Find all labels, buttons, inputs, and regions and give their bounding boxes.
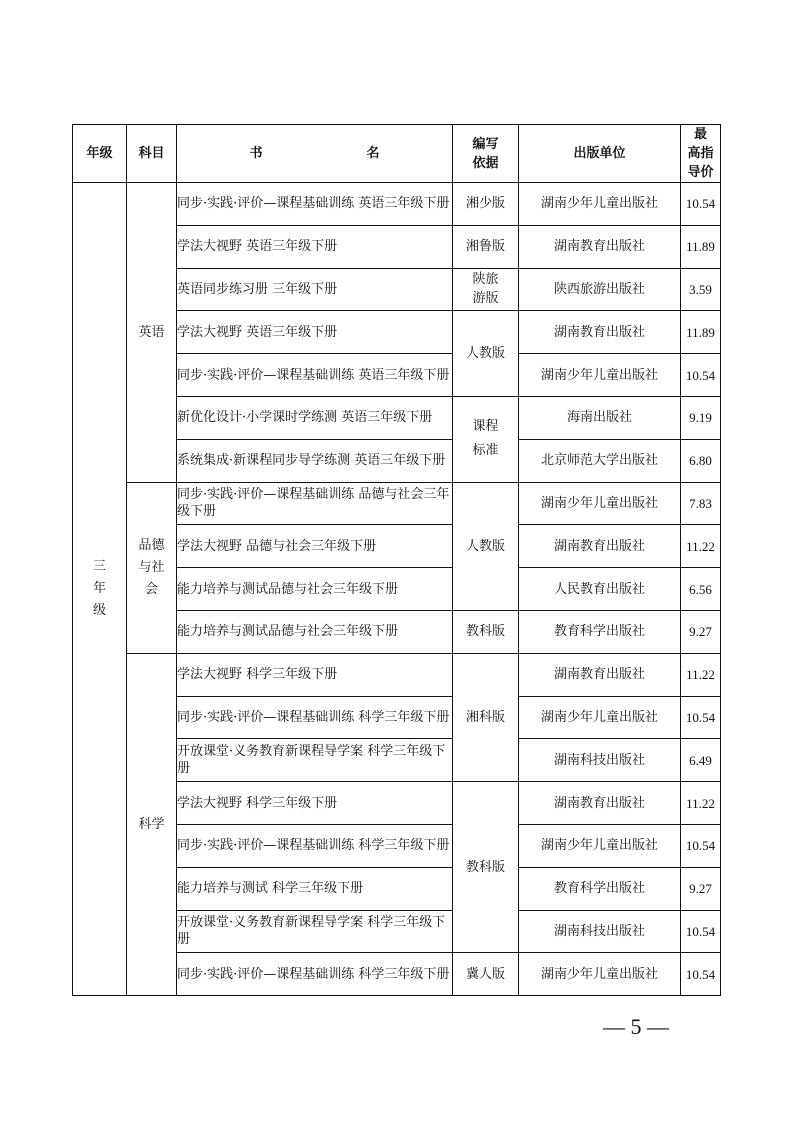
book-title: 同步·实践·评价—课程基础训练 英语三年级下册	[177, 354, 453, 397]
publisher-cell: 湖南科技出版社	[519, 739, 681, 782]
book-title: 同步·实践·评价—课程基础训练 品德与社会三年级下册	[177, 482, 453, 525]
edition-cell: 教科版	[453, 782, 519, 953]
price-cell: 6.49	[681, 739, 721, 782]
edition-cell: 人教版	[453, 311, 519, 397]
header-price: 最 高指导价	[681, 125, 721, 183]
header-title: 书 名	[177, 125, 453, 183]
edition-cell: 教科版	[453, 610, 519, 653]
subject-english: 英语	[127, 183, 177, 483]
publisher-cell: 湖南少年儿童出版社	[519, 183, 681, 226]
book-title: 开放课堂·义务教育新课程导学案 科学三年级下册	[177, 739, 453, 782]
edition-cell: 湘科版	[453, 653, 519, 781]
header-subject: 科目	[127, 125, 177, 183]
price-cell: 10.54	[681, 183, 721, 226]
edition-cell: 冀人版	[453, 953, 519, 996]
publisher-cell: 北京师范大学出版社	[519, 439, 681, 482]
grade-cell: 三年级	[73, 183, 127, 996]
publisher-cell: 湖南教育出版社	[519, 525, 681, 568]
edition-cell: 人教版	[453, 482, 519, 610]
publisher-cell: 湖南少年儿童出版社	[519, 354, 681, 397]
book-title: 同步·实践·评价—课程基础训练 科学三年级下册	[177, 953, 453, 996]
price-cell: 10.54	[681, 910, 721, 953]
price-cell: 11.89	[681, 225, 721, 268]
edition-cell: 湘少版	[453, 183, 519, 226]
price-cell: 9.27	[681, 610, 721, 653]
book-title: 新优化设计·小学课时学练测 英语三年级下册	[177, 396, 453, 439]
textbook-price-table	[72, 124, 721, 996]
price-cell: 10.54	[681, 696, 721, 739]
header-publisher: 出版单位	[519, 125, 681, 183]
page-number: — 5 —	[603, 1014, 669, 1039]
price-cell: 9.19	[681, 396, 721, 439]
edition-cell: 课程标准	[453, 396, 519, 482]
publisher-cell: 人民教育出版社	[519, 568, 681, 611]
book-title: 开放课堂·义务教育新课程导学案 科学三年级下册	[177, 910, 453, 953]
book-title: 同步·实践·评价—课程基础训练 科学三年级下册	[177, 824, 453, 867]
publisher-cell: 湖南教育出版社	[519, 782, 681, 825]
edition-cell: 陕旅游版	[453, 268, 519, 311]
book-title: 学法大视野 科学三年级下册	[177, 782, 453, 825]
book-title: 学法大视野 英语三年级下册	[177, 311, 453, 354]
table-row	[73, 183, 721, 226]
header-basis: 编写依据	[453, 125, 519, 183]
publisher-cell: 湖南科技出版社	[519, 910, 681, 953]
publisher-cell: 湖南少年儿童出版社	[519, 482, 681, 525]
table-row	[73, 653, 721, 696]
publisher-cell: 湖南少年儿童出版社	[519, 824, 681, 867]
book-title: 学法大视野 英语三年级下册	[177, 225, 453, 268]
book-title: 英语同步练习册 三年级下册	[177, 268, 453, 311]
book-title: 学法大视野 科学三年级下册	[177, 653, 453, 696]
publisher-cell: 湖南教育出版社	[519, 653, 681, 696]
price-cell: 11.22	[681, 525, 721, 568]
table-row	[73, 482, 721, 525]
publisher-cell: 陕西旅游出版社	[519, 268, 681, 311]
edition-cell: 湘鲁版	[453, 225, 519, 268]
subject-science: 科学	[127, 653, 177, 995]
book-title: 能力培养与测试品德与社会三年级下册	[177, 568, 453, 611]
subject-moral: 品德与社会	[127, 482, 177, 653]
book-title: 系统集成·新课程同步导学练测 英语三年级下册	[177, 439, 453, 482]
publisher-cell: 湖南少年儿童出版社	[519, 696, 681, 739]
table-header-row	[73, 125, 721, 183]
price-cell: 9.27	[681, 867, 721, 910]
price-cell: 6.80	[681, 439, 721, 482]
price-cell: 6.56	[681, 568, 721, 611]
publisher-cell: 海南出版社	[519, 396, 681, 439]
publisher-cell: 湖南少年儿童出版社	[519, 953, 681, 996]
price-cell: 10.54	[681, 824, 721, 867]
book-title: 学法大视野 品德与社会三年级下册	[177, 525, 453, 568]
price-cell: 11.22	[681, 653, 721, 696]
book-title: 能力培养与测试 科学三年级下册	[177, 867, 453, 910]
publisher-cell: 教育科学出版社	[519, 867, 681, 910]
book-title: 同步·实践·评价—课程基础训练 科学三年级下册	[177, 696, 453, 739]
publisher-cell: 湖南教育出版社	[519, 225, 681, 268]
price-cell: 11.22	[681, 782, 721, 825]
publisher-cell: 教育科学出版社	[519, 610, 681, 653]
price-cell: 3.59	[681, 268, 721, 311]
price-cell: 11.89	[681, 311, 721, 354]
book-title: 能力培养与测试品德与社会三年级下册	[177, 610, 453, 653]
book-title: 同步·实践·评价—课程基础训练 英语三年级下册	[177, 183, 453, 226]
price-cell: 7.83	[681, 482, 721, 525]
header-grade: 年级	[73, 125, 127, 183]
price-cell: 10.54	[681, 953, 721, 996]
publisher-cell: 湖南教育出版社	[519, 311, 681, 354]
price-cell: 10.54	[681, 354, 721, 397]
